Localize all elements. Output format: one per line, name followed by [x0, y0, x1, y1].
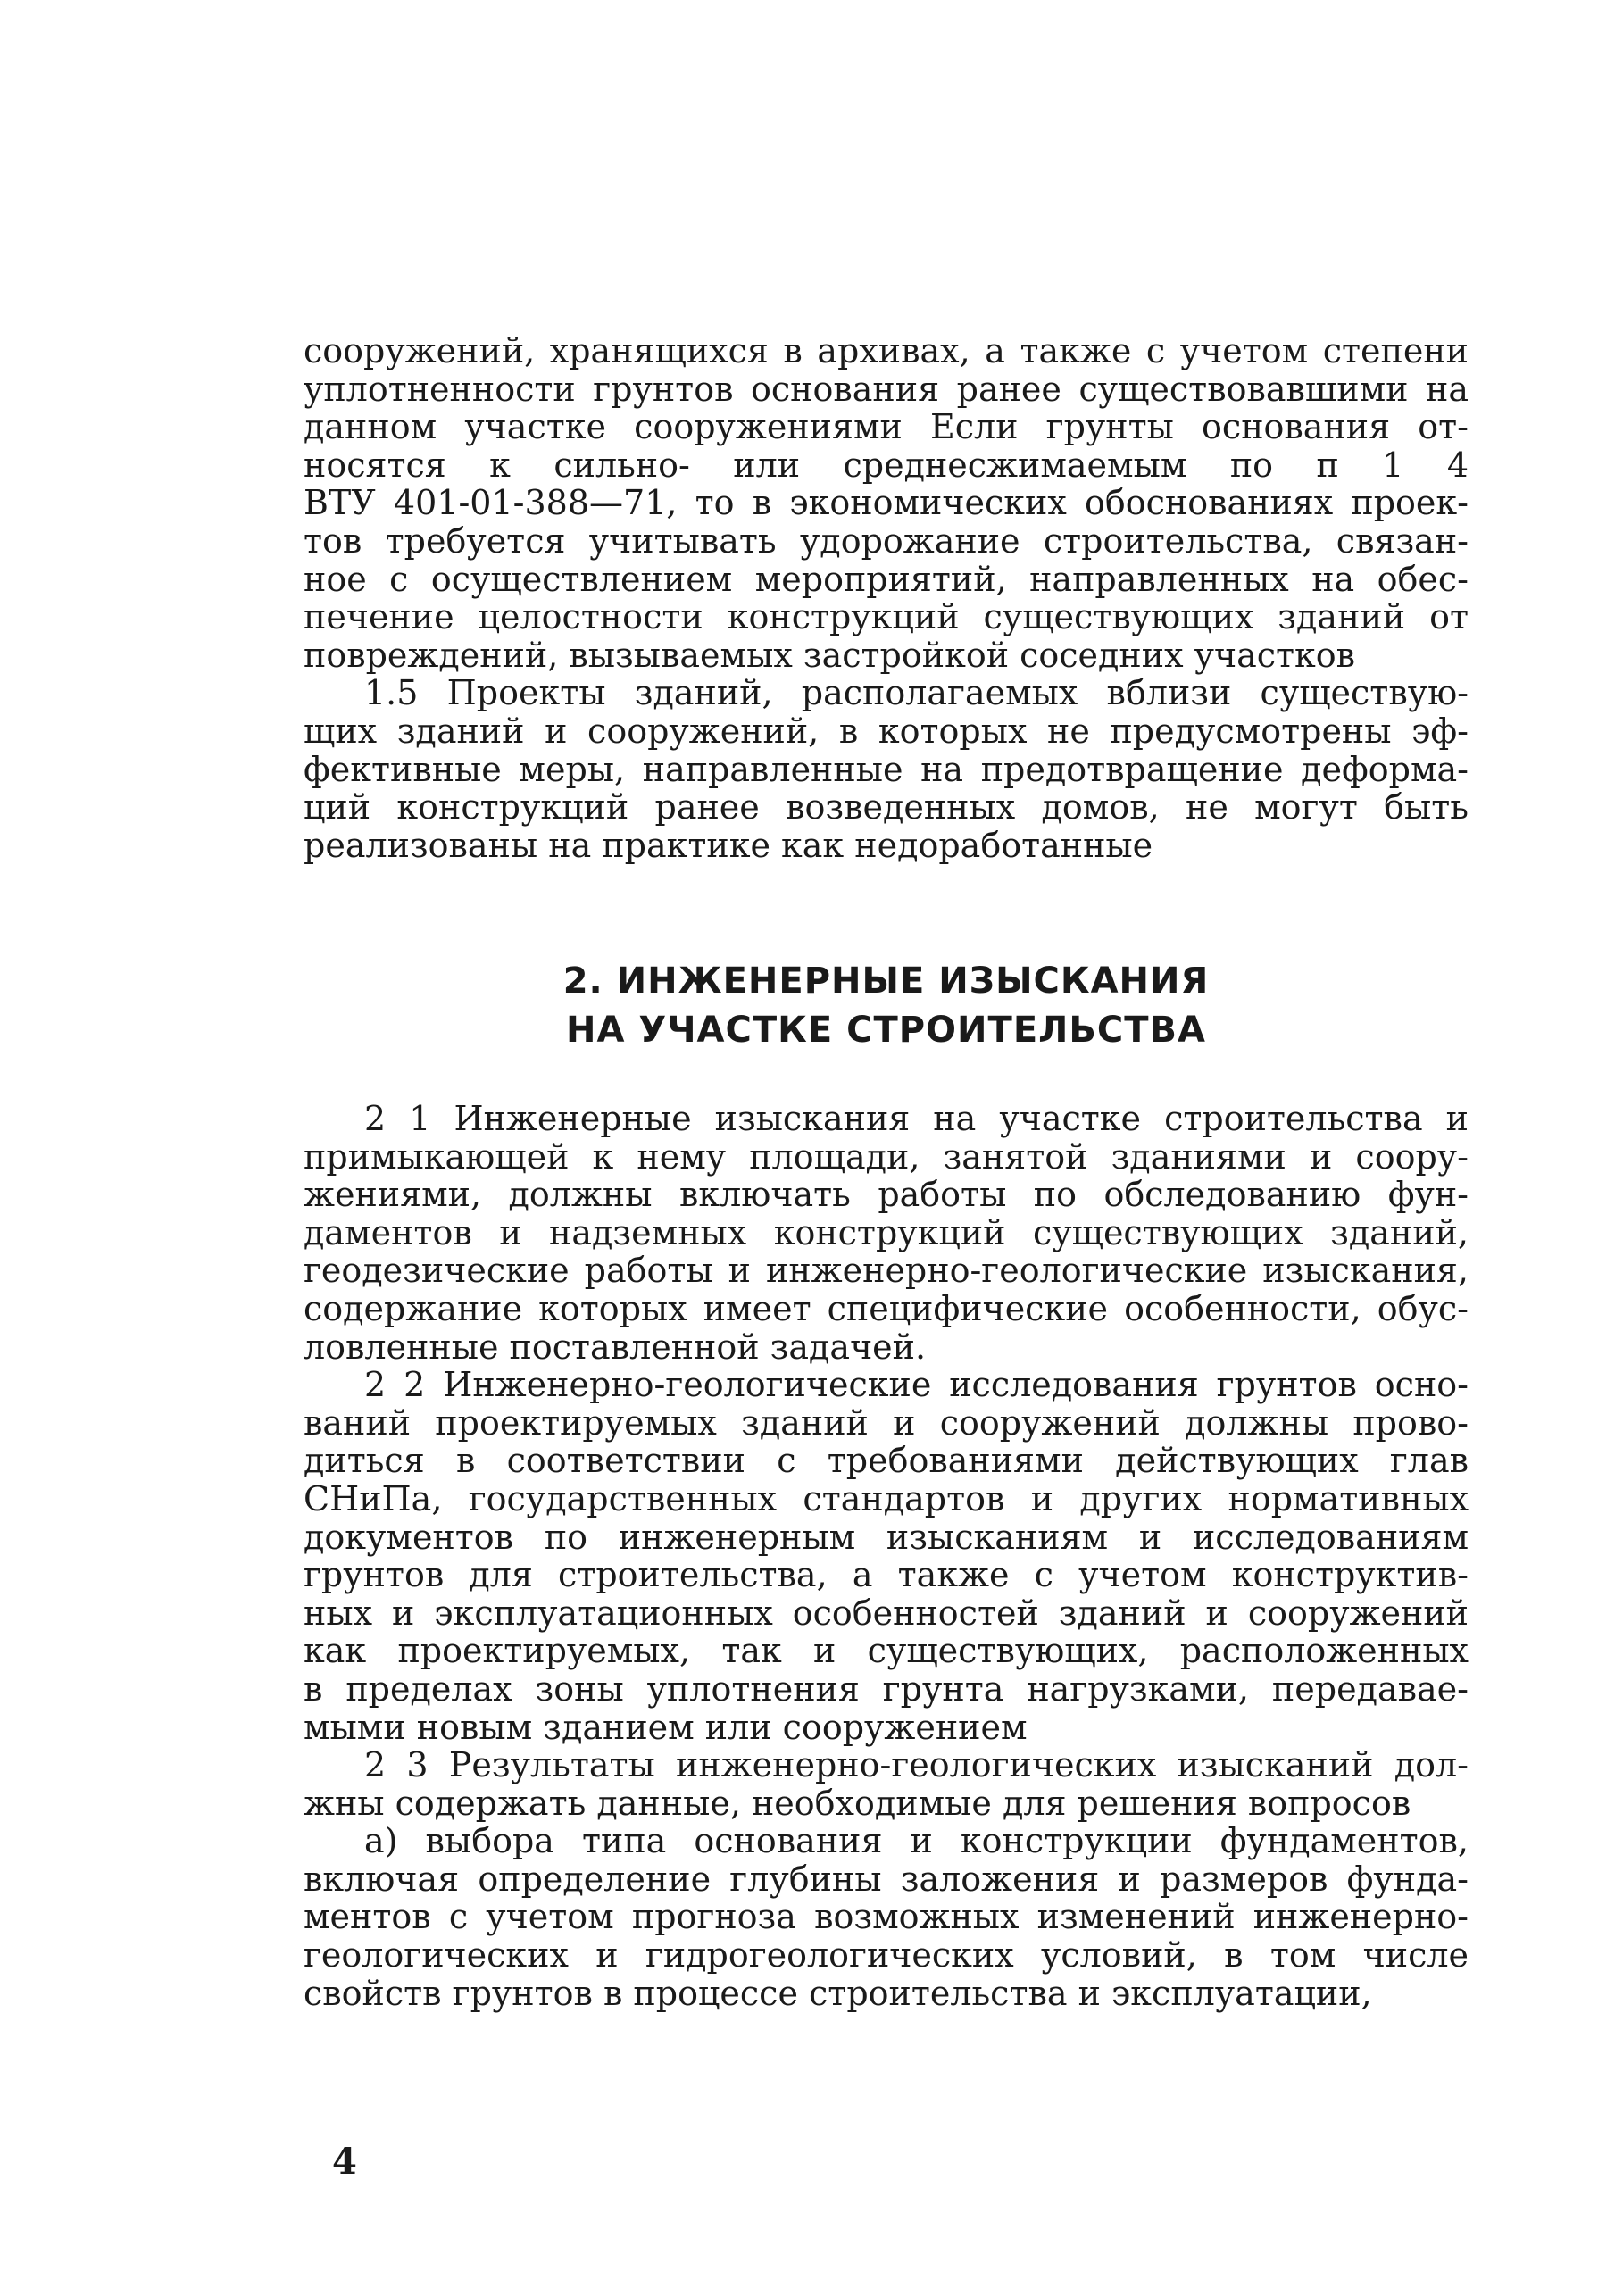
text-line: ное с осуществлением мероприятий, направленных на обес-: [304, 559, 1469, 599]
text-line: ВТУ 401-01-388—71, то в экономических обоснованиях проек-: [304, 483, 1469, 523]
text-line: щих зданий и сооружений, в которых не предусмотрены эф-: [304, 711, 1469, 751]
text-line: данном участке сооружениями Если грунты основания от-: [304, 407, 1469, 447]
text-line: 2 3 Результаты инженерно-геологических изысканий дол-: [364, 1745, 1469, 1785]
text-line: геологических и гидрогеологических условий, в том числе: [304, 1935, 1469, 1976]
text-line: сооружений, хранящихся в архивах, а также с учетом степени: [304, 331, 1469, 370]
section-2-body: [304, 1100, 1469, 2012]
section-heading-line-2: НА УЧАСТКЕ СТРОИТЕЛЬСТВА: [566, 1010, 1206, 1051]
text-line: 1.5 Проекты зданий, располагаемых вблизи существую-: [364, 673, 1469, 713]
text-line: печение целостности конструкций существующих зданий от: [304, 597, 1469, 637]
text-line: повреждений, вызываемых застройкой соседних участков: [304, 635, 1356, 675]
text-line: жениями, должны включать работы по обследованию фун-: [304, 1175, 1469, 1215]
text-line: 2 1 Инженерные изыскания на участке строительства и: [364, 1099, 1469, 1138]
text-line: 2 2 Инженерно-геологические исследования грунтов осно-: [364, 1365, 1469, 1405]
text-line: фективные меры, направленные на предотвращение деформа-: [304, 749, 1469, 789]
text-line: диться в соответствии с требованиями действующих глав: [304, 1441, 1469, 1481]
text-line: носятся к сильно- или среднесжимаемым по п 1 4: [304, 445, 1469, 485]
text-line: свойств грунтов в процессе строительства и эксплуатации,: [304, 1973, 1372, 2013]
text-line: включая определение глубины заложения и размеров фунда-: [304, 1859, 1469, 1899]
text-line: жны содержать данные, необходимые для решения вопросов: [304, 1783, 1411, 1823]
paragraph-1-continuation: [304, 332, 1469, 864]
text-line: ловленные поставленной задачей.: [304, 1327, 927, 1367]
text-line: тов требуется учитывать удорожание строительства, связан-: [304, 520, 1469, 561]
page-number: 4: [332, 2141, 357, 2183]
section-heading: [304, 957, 1469, 1055]
text-line: содержание которых имеет специфические особенности, обус-: [304, 1288, 1469, 1328]
text-line: ных и эксплуатационных особенностей зданий и сооружений: [304, 1593, 1469, 1633]
text-line: в пределах зоны уплотнения грунта нагрузками, передавае-: [304, 1668, 1469, 1709]
text-line: мыми новым зданием или сооружением: [304, 1707, 1028, 1747]
section-heading-line-1: 2. ИНЖЕНЕРНЫЕ ИЗЫСКАНИЯ: [562, 961, 1210, 1002]
text-line: грунтов для строительства, а также с учетом конструктив-: [304, 1555, 1469, 1595]
text-line: даментов и надземных конструкций существующих зданий,: [304, 1212, 1469, 1252]
text-line: СНиПа, государственных стандартов и других нормативных: [304, 1478, 1469, 1518]
text-line: ментов с учетом прогноза возможных изменений инженерно-: [304, 1897, 1469, 1937]
text-line: реализованы на практике как недоработанные: [304, 825, 1153, 865]
text-line: документов по инженерным изысканиям и исследованиям: [304, 1517, 1469, 1557]
text-line: как проектируемых, так и существующих, расположенных: [304, 1631, 1469, 1671]
text-line: геодезические работы и инженерно-геологические изыскания,: [304, 1251, 1469, 1291]
text-line: примыкающей к нему площади, занятой зданиями и соору-: [304, 1136, 1469, 1177]
text-line: ваний проектируемых зданий и сооружений должны прово-: [304, 1402, 1469, 1443]
text-line: ций конструкций ранее возведенных домов, не могут быть: [304, 787, 1469, 828]
text-line: уплотненности грунтов основания ранее существовавшими на: [304, 369, 1469, 409]
text-line: а) выбора типа основания и конструкции фундаментов,: [364, 1821, 1469, 1861]
